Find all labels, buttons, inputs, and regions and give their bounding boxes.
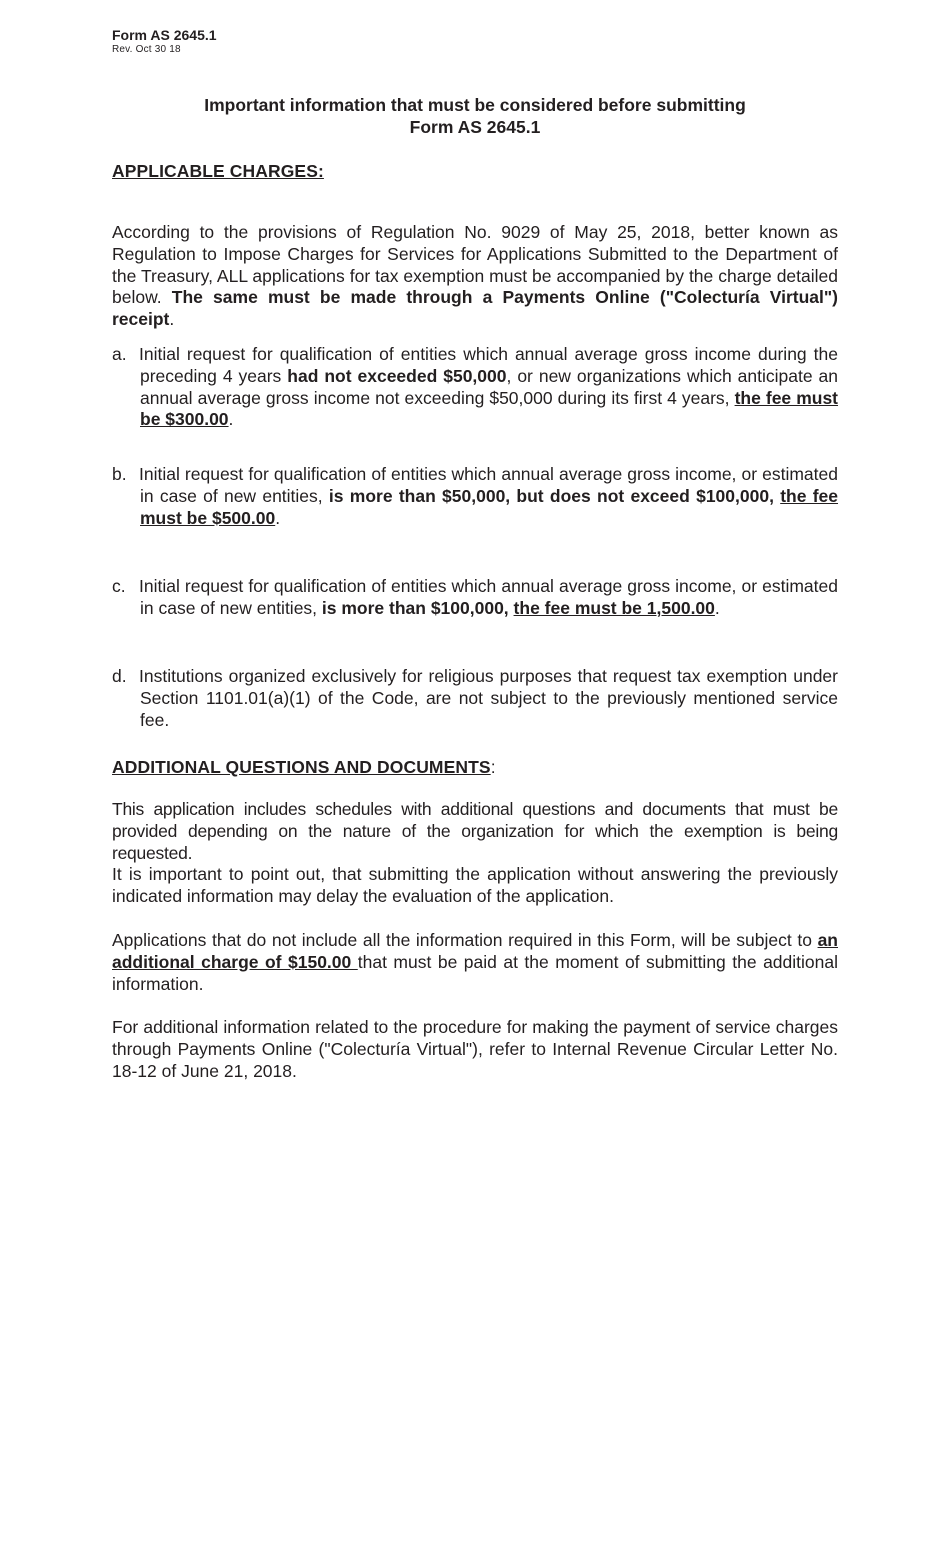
item-marker: b. [112,464,127,484]
charge-item-c [112,576,838,620]
p3-end: that must be paid at the moment of submitting the additional information. [112,951,839,994]
additional-paragraph-4: For additional information related to the procedure for making the payment of service charges through Payments Online ("Colecturía Virtual"), refer to Internal Revenue Circular Letter No. 18-12 of June 21, 2018. [112,1017,838,1081]
item-fee: the fee must be 1,500.00 [513,597,715,618]
p3-charge: an additional charge of $150.00 [112,930,838,972]
item-text: Initial request for qualification of entities which annual average gross income during the preceding 4 years [139,344,838,386]
item-fee: the fee must be $500.00 [140,485,839,528]
item-text: Initial request for qualification of entities which annual average gross income, or estimated in case of new entities, [139,576,838,618]
additional-paragraph-1: This application includes schedules with additional questions and documents that must be provided depending on the nature of the organization for which the exemption is being requested. [112,799,838,863]
p3-text: Applications that do not include all the information required in this Form, will be subject to [112,930,818,950]
applicable-charges-heading: APPLICABLE CHARGES: [112,161,324,181]
form-revision: Rev. Oct 30 18 [112,44,181,55]
item-bold: had not exceeded $50,000 [287,365,507,386]
intro-end: . [169,309,175,330]
charge-item-a [112,344,838,431]
item-bold: is more than $100,000, [321,597,514,618]
applicable-charges-intro [112,222,838,331]
item-end: . [714,597,720,618]
additional-heading-colon: : [490,757,496,777]
additional-paragraph-2: It is important to point out, that submitting the application without answering the previously indicated information may delay the evaluation of the application. [112,864,838,906]
item-text-2: , or new organizations which anticipate an annual average gross income not exceeding $50,000 during its first 4 years, [140,365,838,408]
item-marker: c. [112,576,126,596]
title-line-1: Important information that must be considered before submitting [204,95,746,115]
item-marker: a. [112,344,127,364]
form-id: Form AS 2645.1 [112,27,217,43]
item-end: . [275,507,281,528]
intro-bold: The same must be made through a Payments Online ("Colecturía Virtual") receipt [112,287,839,330]
additional-heading-wrap [112,756,496,778]
item-text: Institutions organized exclusively for religious purposes that request tax exemption under Section 1101.01(a)(1) of the Code, are not subject to the previously mentioned service fee. [139,666,838,730]
page-title [112,94,838,138]
additional-paragraph-3 [112,930,838,995]
item-bold: is more than $50,000, but does not exceed $100,000, [328,485,781,506]
item-marker: d. [112,666,127,686]
item-fee: the fee must be $300.00 [140,387,839,430]
charge-item-d [112,666,838,731]
item-end: . [228,409,234,430]
intro-text: According to the provisions of Regulation No. 9029 of May 25, 2018, better known as Regulation to Impose Charges for Services for Applications Submitted to the Department of the Treasury, ALL applications for tax exemption must be accompanied by the charge detailed below. [112,222,838,308]
title-line-2: Form AS 2645.1 [409,117,541,137]
charge-item-b [112,464,838,529]
item-text: Initial request for qualification of entities which annual average gross income, or estimated in case of new entities, [139,464,838,506]
additional-heading: ADDITIONAL QUESTIONS AND DOCUMENTS [112,757,491,777]
